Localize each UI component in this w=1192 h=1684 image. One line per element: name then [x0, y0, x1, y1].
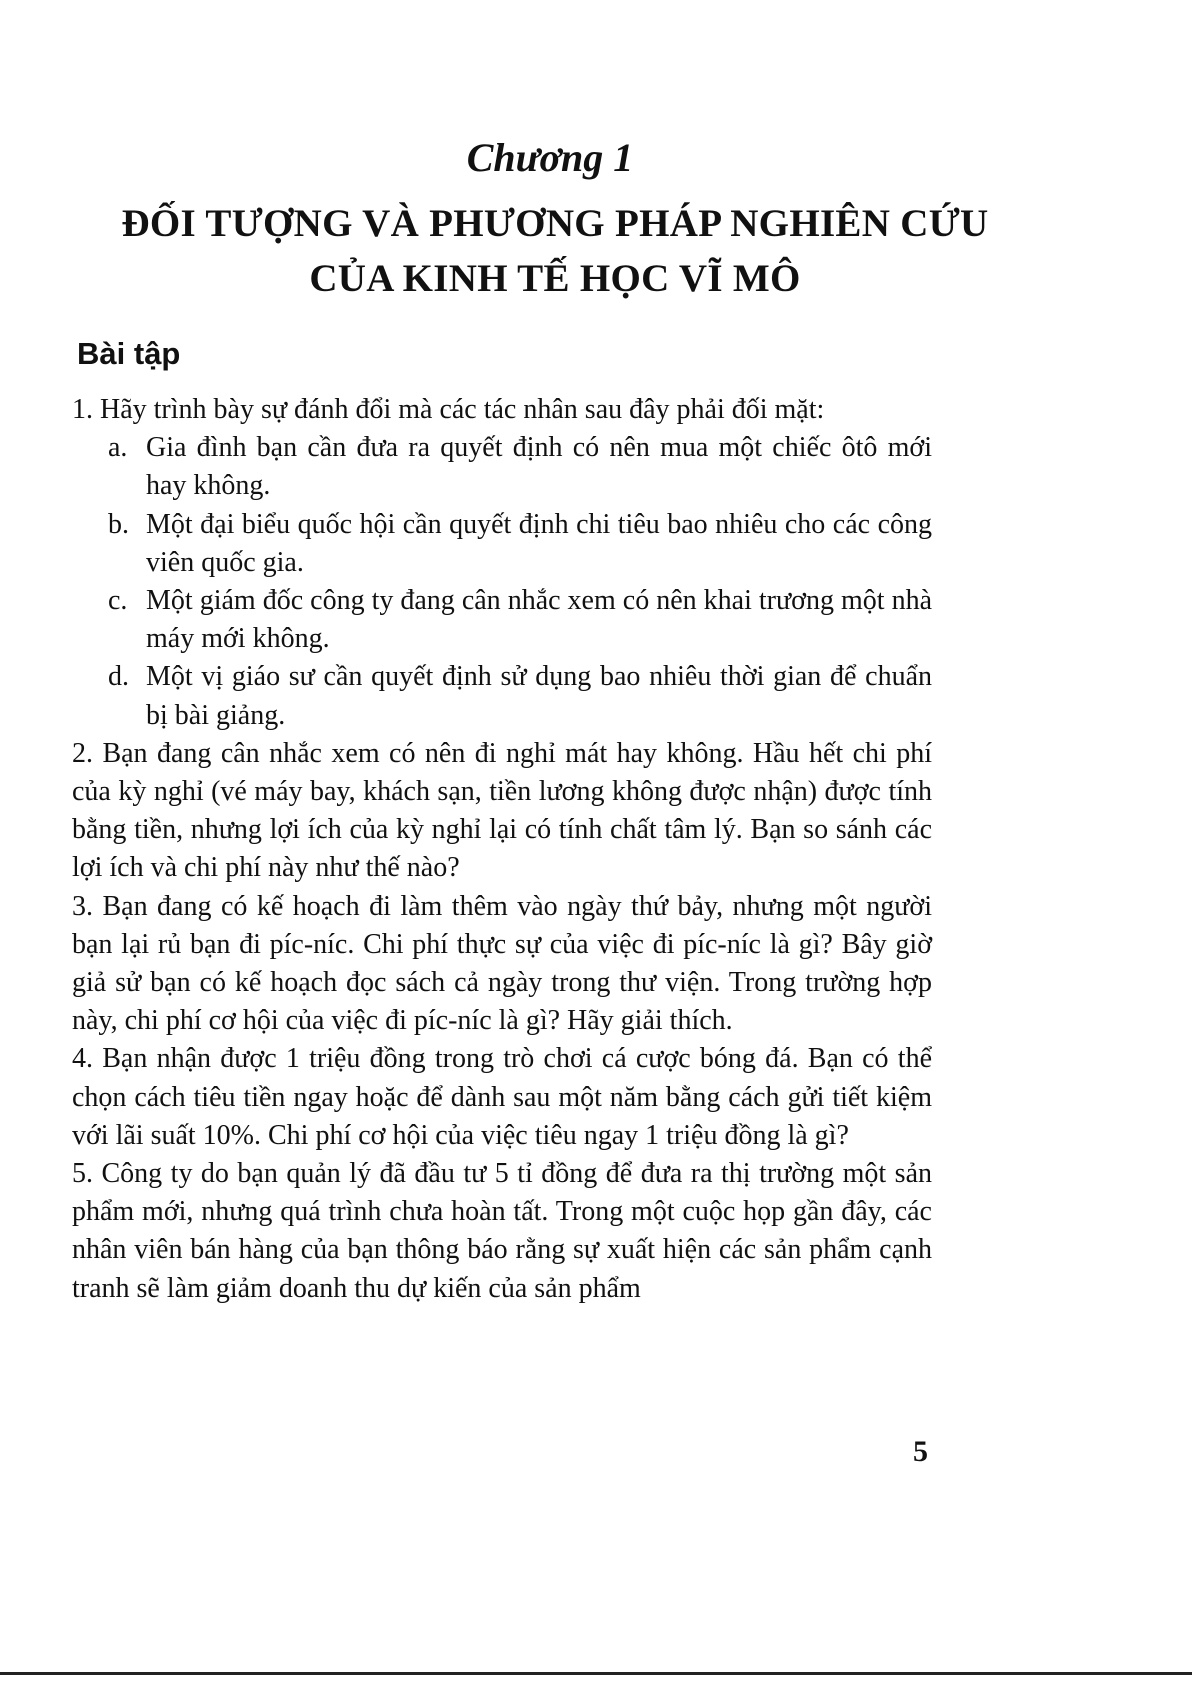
subitem-text: Một vị giáo sư cần quyết định sử dụng bao nhiêu thời gian để chuẩn bị bài giảng. — [146, 661, 932, 731]
exercise-2 — [72, 735, 932, 888]
exercise-text: Bạn nhận được 1 triệu đồng trong trò chơi cá cược bóng đá. Bạn có thể chọn cách tiêu tiền ngay hoặc để dành sau một năm bằng cách gửi tiết kiệm với lãi suất 10%. Chi phí cơ hội của việc tiêu ngay 1 triệu đồng là gì? — [72, 1043, 932, 1151]
exercise-text: Bạn đang có kế hoạch đi làm thêm vào ngày thứ bảy, nhưng một người bạn lại rủ bạn đi píc-níc. Chi phí thực sự của việc đi píc-níc là gì? Bây giờ giả sử bạn có kế hoạch đọc sách cả ngày trong thư viện. Trong trường hợp này, chi phí cơ hội của việc đi píc-níc là gì? Hãy giải thích. — [72, 890, 933, 1037]
subitem-letter: b. — [108, 508, 129, 540]
exercise-1-subitems — [72, 429, 932, 735]
exercise-4 — [72, 1040, 932, 1155]
exercise-text: Bạn đang cân nhắc xem có nên đi nghỉ mát hay không. Hầu hết chi phí của kỳ nghỉ (vé máy bay, khách sạn, tiền lương không được nhận) được tính bằng tiền, nhưng lợi ích của kỳ nghỉ lại có tính chất tâm lý. Bạn so sánh các lợi ích và chi phí này như thế nào? — [72, 737, 933, 884]
subitem-text: Một giám đốc công ty đang cân nhắc xem có nên khai trương một nhà máy mới không. — [146, 585, 932, 655]
chapter-label: Chương 1 — [466, 135, 634, 180]
subitem-text: Một đại biểu quốc hội cần quyết định chi tiêu bao nhiêu cho các công viên quốc gia. — [146, 508, 932, 578]
exercise-number: 5. — [72, 1158, 93, 1190]
exercise-number: 2. — [72, 737, 93, 769]
page-number: 5 — [913, 1435, 928, 1468]
exercise-3 — [72, 888, 932, 1041]
subitem-text: Gia đình bạn cần đưa ra quyết định có nên mua một chiếc ôtô mới hay không. — [146, 432, 932, 502]
subitem-a — [72, 429, 932, 505]
subitem-letter: a. — [108, 432, 128, 464]
exercise-list — [72, 391, 932, 1308]
chapter-title-line-1: ĐỐI TƯỢNG VÀ PHƯƠNG PHÁP NGHIÊN CỨU — [121, 202, 989, 245]
subitem-b — [72, 506, 932, 582]
subitem-letter: c. — [108, 585, 128, 617]
exercise-number: 3. — [72, 890, 93, 922]
subitem-letter: d. — [108, 661, 129, 693]
subitem-d — [72, 658, 932, 734]
subitem-c — [72, 582, 932, 658]
exercise-number: 4. — [72, 1043, 93, 1075]
exercise-5 — [72, 1155, 932, 1308]
section-heading: Bài tập — [77, 336, 181, 371]
bottom-rule — [0, 1672, 1192, 1675]
exercise-text: Hãy trình bày sự đánh đổi mà các tác nhân sau đây phải đối mặt: — [100, 394, 825, 425]
exercise-text: Công ty do bạn quản lý đã đầu tư 5 tỉ đồng để đưa ra thị trường một sản phẩm mới, nhưng quá trình chưa hoàn tất. Trong một cuộc họp gần đây, các nhân viên bán hàng của bạn thông báo rằng sự xuất hiện các sản phẩm cạnh tranh sẽ làm giảm doanh thu dự kiến của sản phẩm — [72, 1158, 933, 1304]
exercise-number: 1. — [72, 394, 93, 425]
chapter-title — [60, 196, 1050, 306]
exercise-1 — [72, 391, 932, 735]
chapter-title-line-2: CỦA KINH TẾ HỌC VĨ MÔ — [309, 257, 801, 300]
